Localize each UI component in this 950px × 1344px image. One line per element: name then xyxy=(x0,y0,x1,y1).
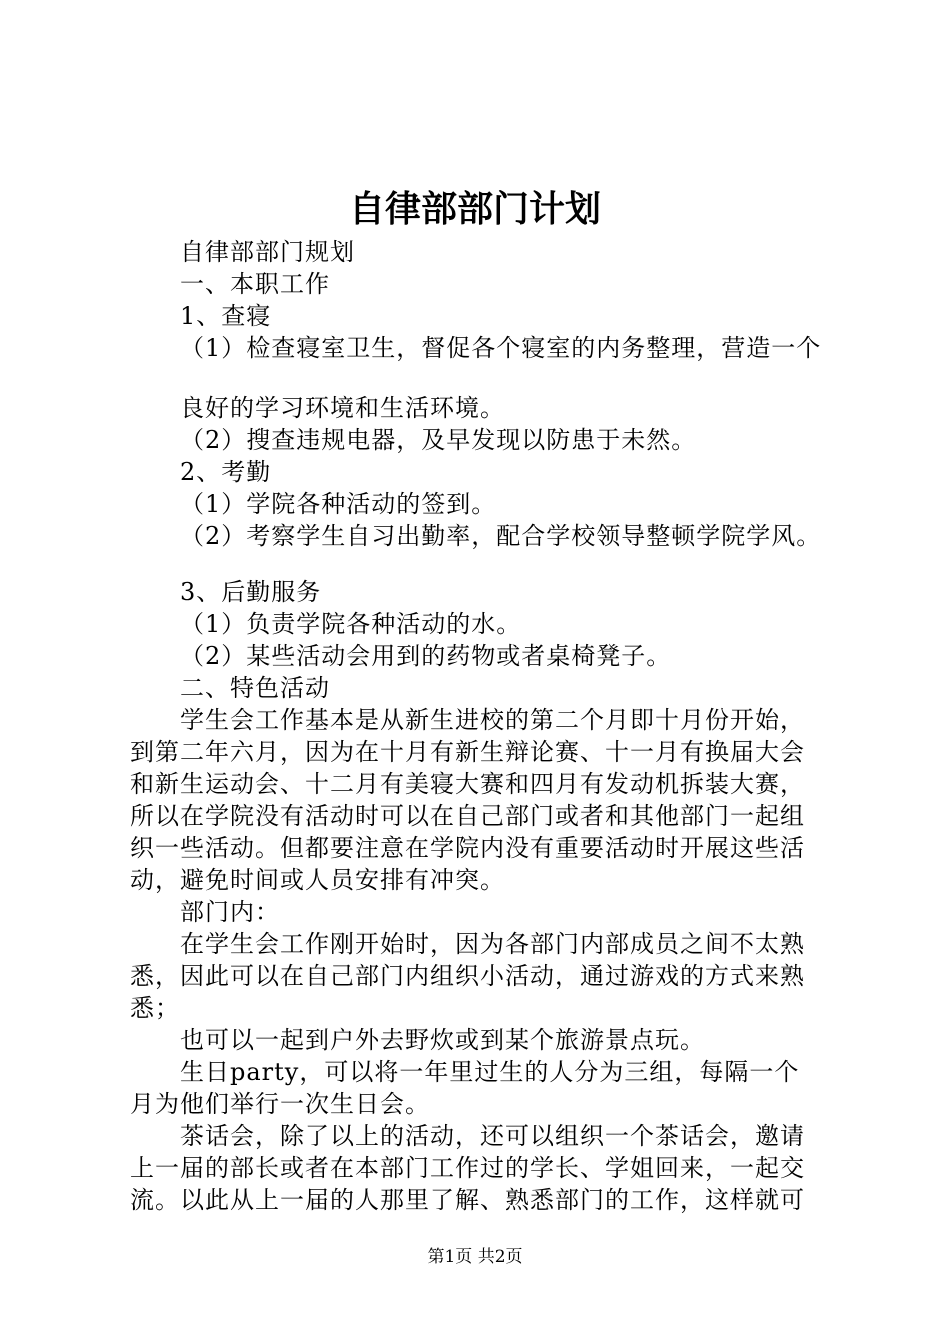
text-line: 流。以此从上一届的人那里了解、熟悉部门的工作，这样就可 xyxy=(130,1186,805,1214)
text-line: 月为他们举行一次生日会。 xyxy=(130,1090,430,1118)
text-line: 良好的学习环境和生活环境。 xyxy=(180,394,505,422)
text-line: 和新生运动会、十二月有美寝大赛和四月有发动机拆装大赛， xyxy=(130,770,805,798)
text-line: （1）学院各种活动的签到。 xyxy=(180,490,497,518)
text-line: 生日party，可以将一年里过生的人分为三组，每隔一个 xyxy=(180,1058,800,1086)
text-line: 到第二年六月，因为在十月有新生辩论赛、十一月有换届大会 xyxy=(130,738,805,766)
text-line: 茶话会，除了以上的活动，还可以组织一个茶话会，邀请 xyxy=(180,1122,805,1150)
text-line: 上一届的部长或者在本部门工作过的学长、学姐回来，一起交 xyxy=(130,1154,805,1182)
text-line: （1）负责学院各种活动的水。 xyxy=(180,610,522,638)
text-line: 学生会工作基本是从新生进校的第二个月即十月份开始， xyxy=(180,706,805,734)
text-line: （2）搜查违规电器，及早发现以防患于未然。 xyxy=(180,426,697,454)
page-footer: 第1页 共2页 xyxy=(427,1247,523,1267)
text-line: 自律部部门规划 xyxy=(180,238,355,266)
text-line: 部门内： xyxy=(180,898,280,926)
text-line: 织一些活动。但都要注意在学院内没有重要活动时开展这些活 xyxy=(130,834,805,862)
text-line: 所以在学院没有活动时可以在自己部门或者和其他部门一起组 xyxy=(130,802,805,830)
text-line: 2、考勤 xyxy=(180,458,272,486)
text-line: 二、特色活动 xyxy=(180,674,330,702)
document-title: 自律部部门计划 xyxy=(348,188,601,230)
text-line: 1、查寝 xyxy=(180,302,272,330)
text-line: （2）某些活动会用到的药物或者桌椅凳子。 xyxy=(180,642,672,670)
text-line: 在学生会工作刚开始时，因为各部门内部成员之间不太熟 xyxy=(180,930,805,958)
text-line: 3、后勤服务 xyxy=(180,578,322,606)
text-line: 动，避免时间或人员安排有冲突。 xyxy=(130,866,505,894)
text-line: 悉，因此可以在自己部门内组织小活动，通过游戏的方式来熟 xyxy=(130,962,805,990)
text-line: 悉； xyxy=(130,994,180,1022)
text-line: 一、本职工作 xyxy=(180,270,330,298)
text-line: 也可以一起到户外去野炊或到某个旅游景点玩。 xyxy=(180,1026,705,1054)
text-line: （2）考察学生自习出勤率，配合学校领导整顿学院学风。 xyxy=(180,522,822,550)
text-line: （1）检查寝室卫生，督促各个寝室的内务整理，营造一个 xyxy=(180,334,822,362)
